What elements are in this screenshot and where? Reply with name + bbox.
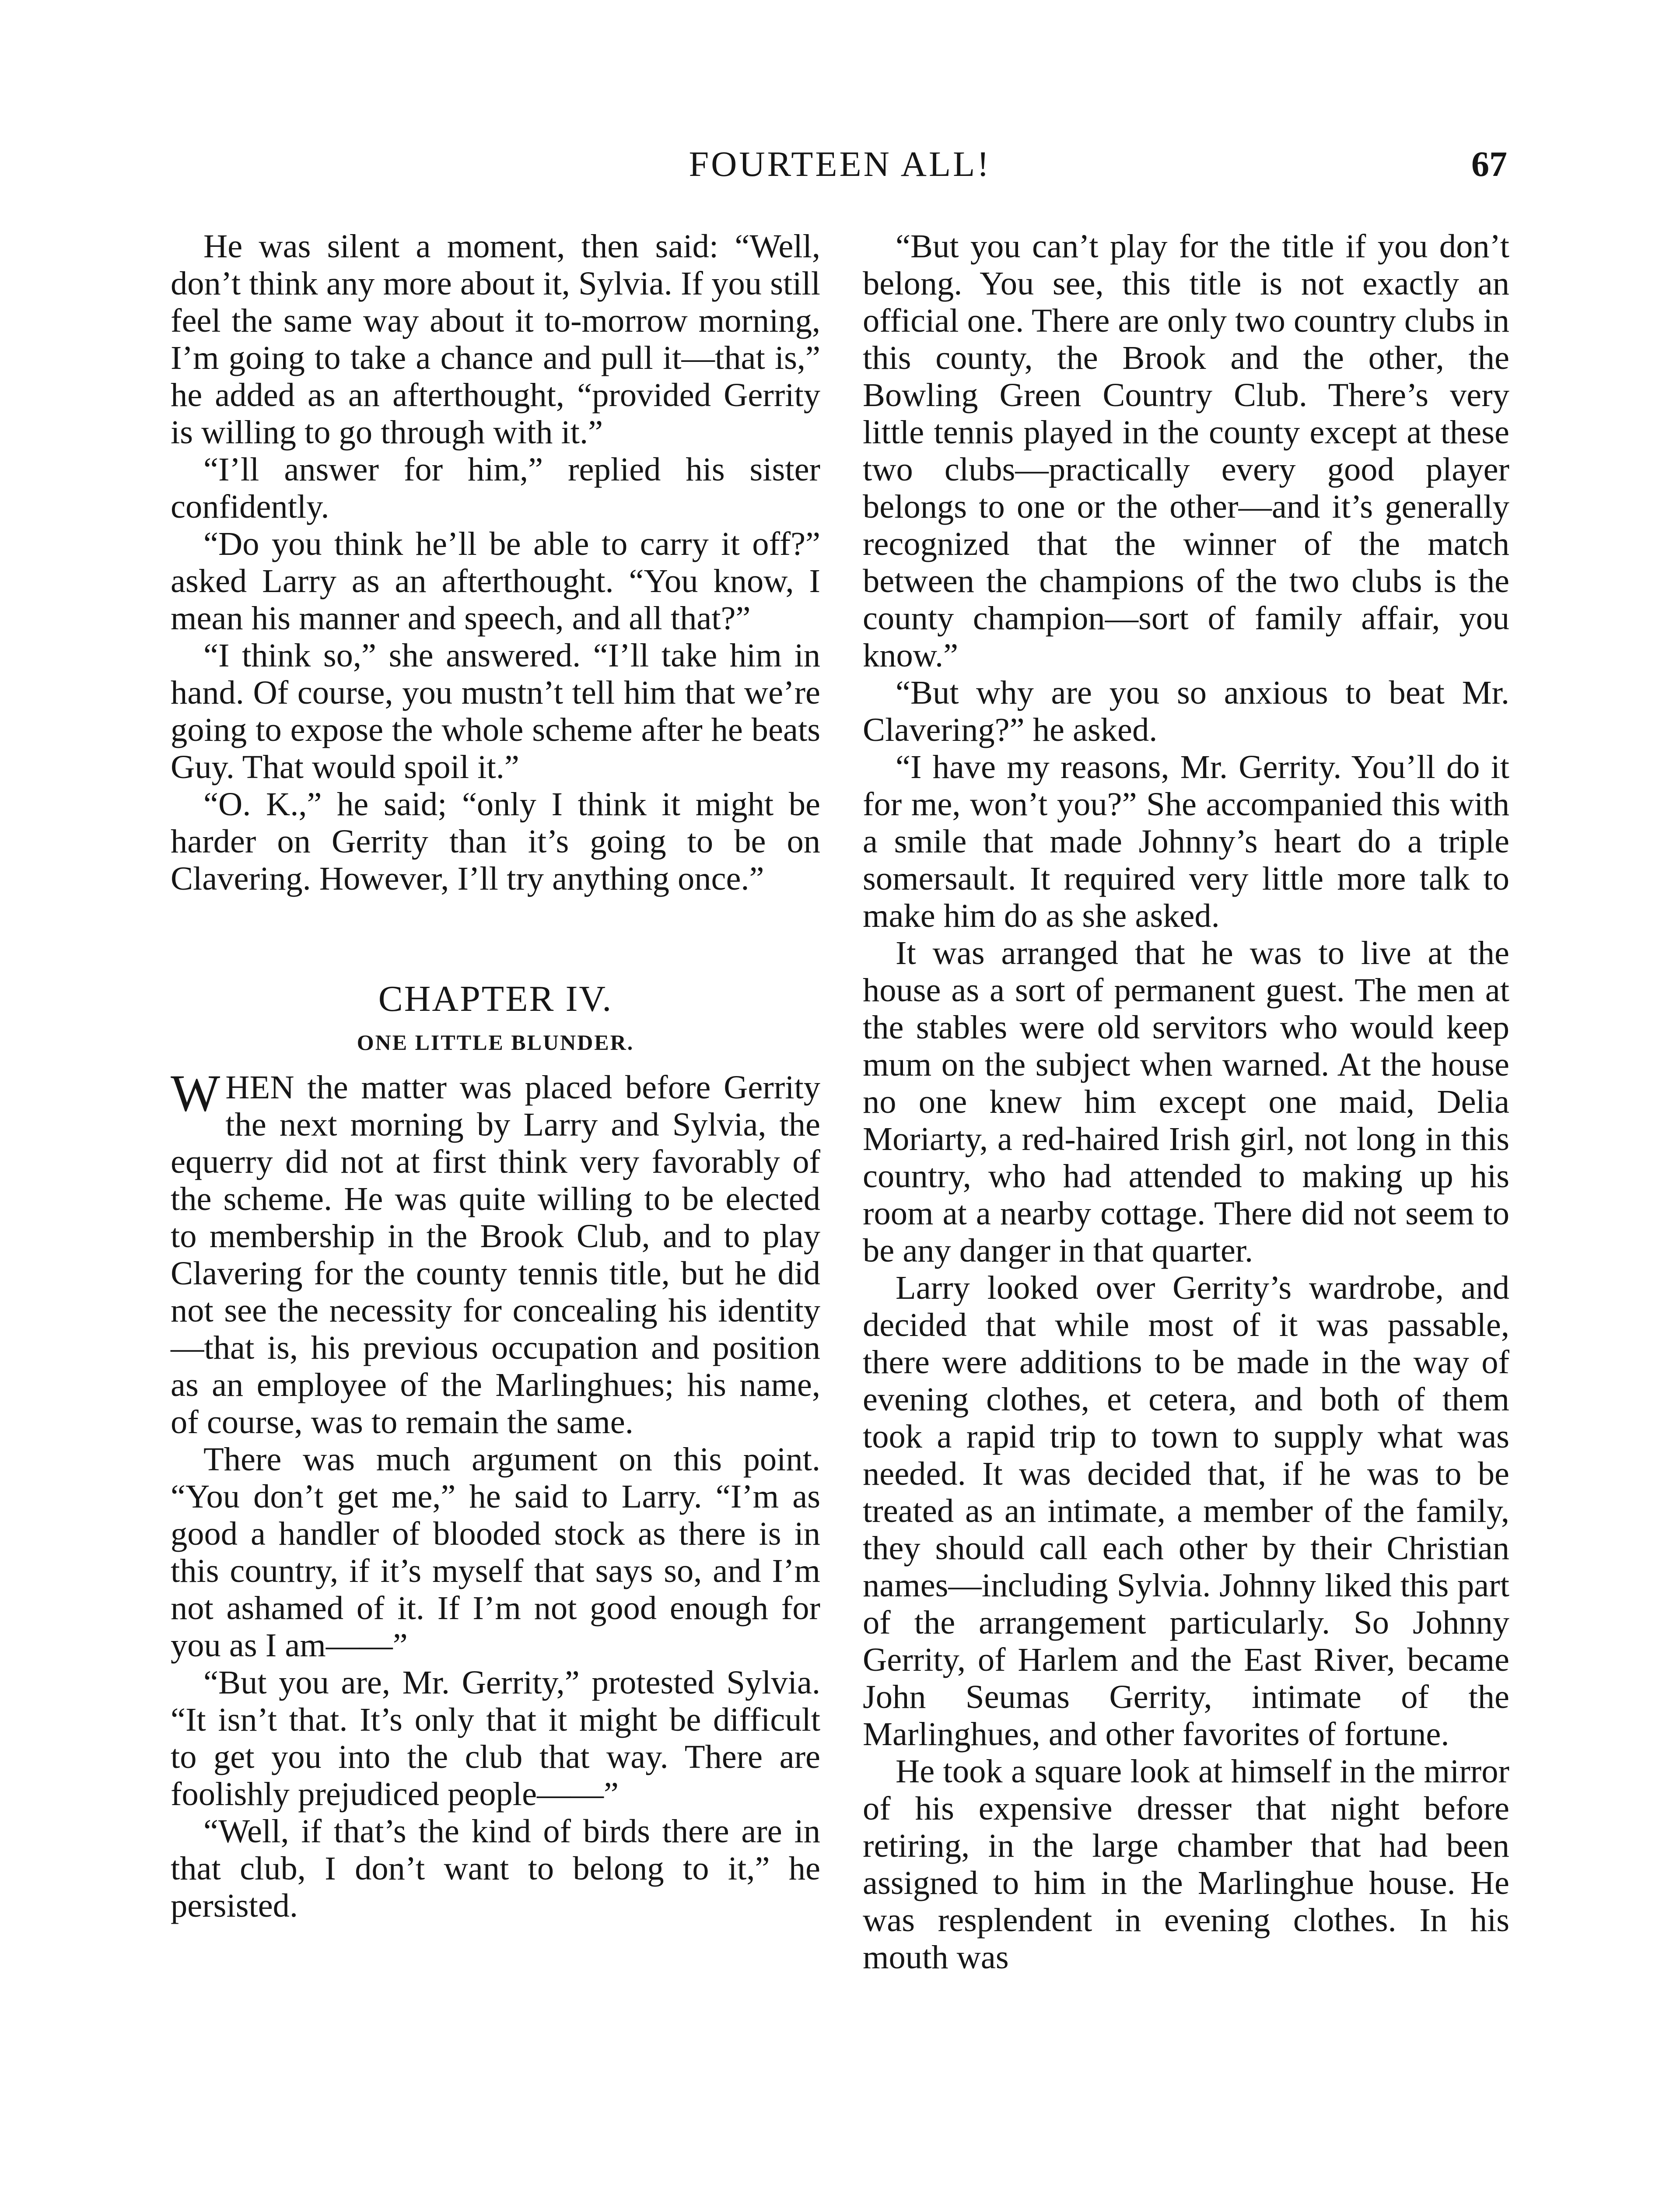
paragraph: “O. K.,” he said; “only I think it might be harder on Gerrity than it’s going to be on Clavering. However, I’ll try anything once.” [171,785,820,897]
running-title: FOURTEEN ALL! [689,144,991,184]
chapter-opening-paragraph [171,1064,820,1441]
paragraph: “I have my reasons, Mr. Gerrity. You’ll do it for me, won’t you?” She accompanied this with a smile that made Johnny’s heart do a triple somersault. It required very little more talk to make him do as she asked. [863,748,1509,934]
paragraph: “But you can’t play for the title if you don’t belong. You see, this title is not exactly an official one. There are only two country clubs in this county, the Brook and the other, the Bowling Green Country Club. There’s very little tennis played in the county except at these two clubs—practically every good player belongs to one or the other—and it’s generally recognized that the winner of the match between the champions of the two clubs is the county champion—sort of family affair, you know.” [863,228,1509,674]
paragraph: “I think so,” she answered. “I’ll take him in hand. Of course, you mustn’t tell him that we’re going to expose the whole scheme after he beats Guy. That would spoil it.” [171,637,820,785]
page-number: 67 [1471,144,1507,184]
paragraph: “But you are, Mr. Gerrity,” protested Sylvia. “It isn’t that. It’s only that it might be difficult to get you into the club that way. There are foolishly prejudiced people——” [171,1664,820,1813]
paragraph: He took a square look at himself in the mirror of his expensive dresser that night before retiring, in the large chamber that had been assigned to him in the Marlinghue house. He was resplendent in evening clothes. In his mouth was [863,1753,1509,1976]
paragraph: “Do you think he’ll be able to carry it off?” asked Larry as an afterthought. “You know, I mean his manner and speech, and all that?” [171,525,820,637]
paragraph: There was much argument on this point. “You don’t get me,” he said to Larry. “I’m as good a handler of blooded stock as there is in this country, if it’s myself that says so, and I’m not ashamed of it. If I’m not good enough for you as I am——” [171,1441,820,1664]
paragraph: “Well, if that’s the kind of birds there are in that club, I don’t want to belong to it,” he persisted. [171,1813,820,1924]
paragraph: “But why are you so anxious to beat Mr. Clavering?” he asked. [863,674,1509,748]
page-header [0,0,1680,184]
chapter-opening-text: HEN the matter was placed before Gerrity the next morning by Larry and Sylvia, the equerry did not at first think very favorably of the scheme. He was quite willing to be elected to membership in the Brook Club, and to play Clavering for the county tennis title, but he did not see the necessity for concealing his identity —that is, his previous occupation and position as an employee of the Marlinghues; his name, of course, was to remain the same. [171,1069,820,1441]
chapter-subtitle: ONE LITTLE BLUNDER. [357,1030,634,1055]
right-column [863,228,1509,1976]
drop-cap: W [171,1064,220,1122]
paragraph: “I’ll answer for him,” replied his sister confidently. [171,451,820,525]
paragraph: Larry looked over Gerrity’s wardrobe, and decided that while most of it was passable, there were additions to be made in the way of evening clothes, et cetera, and both of them took a rapid trip to town to supply what was needed. It was decided that, if he was to be treated as an intimate, a member of the family, they should call each other by their Christian names—including Sylvia. Johnny liked this part of the arrangement particularly. So Johnny Gerrity, of Harlem and the East River, became John Seumas Gerrity, intimate of the Marlinghues, and other favorites of fortune. [863,1269,1509,1753]
chapter-heading: CHAPTER IV. [378,978,613,1019]
left-column [171,228,820,1924]
paragraph: He was silent a moment, then said: “Well, don’t think any more about it, Sylvia. If you still feel the same way about it to-morrow morning, I’m going to take a chance and pull it—that is,” he added as an afterthought, “provided Gerrity is willing to go through with it.” [171,228,820,451]
paragraph: It was arranged that he was to live at the house as a sort of permanent guest. The men at the stables were old servitors who would keep mum on the subject when warned. At the house no one knew him except one maid, Delia Moriarty, a red-haired Irish girl, not long in this country, who had attended to making up his room at a nearby cottage. There did not seem to be any danger in that quarter. [863,934,1509,1269]
